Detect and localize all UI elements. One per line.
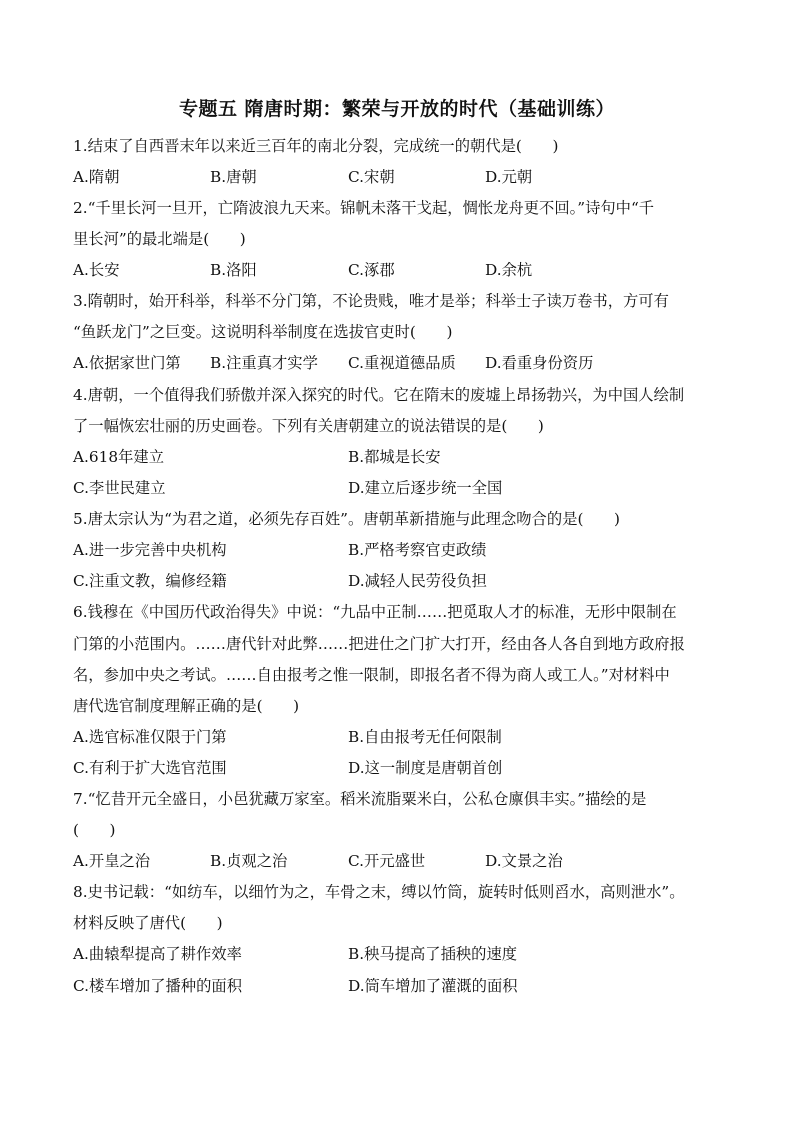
question-3-option-a: A.依据家世门第 (73, 354, 181, 372)
question-4-option-d: D.建立后逐步统一全国 (348, 479, 503, 497)
question-3-option-c: C.重视道德品质 (348, 354, 456, 372)
question-6-option-b: B.自由报考无任何限制 (348, 728, 502, 746)
question-4-text-line-2: 了一幅恢宏壮丽的历史画卷。下列有关唐朝建立的说法错误的是( ) (73, 417, 544, 435)
question-7-text-line-2: ( ) (73, 821, 116, 839)
question-5-option-c: C.注重文教，编修经籍 (73, 572, 227, 590)
question-2-text-line-1: 2.“千里长河一旦开，亡隋波浪九天来。锦帆未落干戈起，惆怅龙舟更不回。”诗句中“千 (73, 199, 655, 217)
question-8-text-line-2: 材料反映了唐代( ) (73, 914, 223, 932)
question-3-option-d: D.看重身份资历 (485, 354, 594, 372)
question-4-option-b: B.都城是长安 (348, 448, 441, 466)
question-7-option-b: B.贞观之治 (210, 852, 288, 870)
question-5-text: 5.唐太宗认为“为君之道，必须先存百姓”。唐朝革新措施与此理念吻合的是( ) (73, 510, 620, 528)
question-8-text-line-1: 8.史书记载：“如纺车，以细竹为之，车骨之末，缚以竹筒，旋转时低则舀水，高则泄水”。 (73, 883, 685, 901)
question-6-text-line-2: 门第的小范围内。……唐代针对此弊……把进仕之门扩大打开，经由各人各自到地方政府报 (73, 635, 685, 653)
question-3-option-b: B.注重真才实学 (210, 354, 318, 372)
question-5-option-a: A.进一步完善中央机构 (73, 541, 227, 559)
question-4-option-a: A.618年建立 (73, 448, 164, 466)
question-5-option-d: D.减轻人民劳役负担 (348, 572, 487, 590)
question-2-option-d: D.余杭 (485, 261, 533, 279)
question-5-option-b: B.严格考察官吏政绩 (348, 541, 487, 559)
question-2-option-b: B.洛阳 (210, 261, 257, 279)
question-8-option-b: B.秧马提高了插秧的速度 (348, 945, 518, 963)
question-6-option-d: D.这一制度是唐朝首创 (348, 759, 503, 777)
question-1-option-c: C.宋朝 (348, 168, 395, 186)
question-7-text-line-1: 7.“忆昔开元全盛日，小邑犹藏万家室。稻米流脂粟米白，公私仓廪俱丰实。”描绘的是 (73, 790, 647, 808)
question-8-option-c: C.楼车增加了播种的面积 (73, 977, 242, 995)
question-1-text: 1.结束了自西晋末年以来近三百年的南北分裂，完成统一的朝代是( ) (73, 137, 559, 155)
question-1-option-a: A.隋朝 (73, 168, 120, 186)
question-4-option-c: C.李世民建立 (73, 479, 166, 497)
question-2-text-line-2: 里长河”的最北端是( ) (73, 230, 246, 248)
question-1-option-d: D.元朝 (485, 168, 533, 186)
question-8-option-d: D.筒车增加了灌溉的面积 (348, 977, 518, 995)
page-title: 专题五 隋唐时期：繁荣与开放的时代（基础训练） (178, 98, 616, 120)
question-7-option-a: A.开皇之治 (73, 852, 151, 870)
question-6-text-line-4: 唐代选官制度理解正确的是( ) (73, 697, 300, 715)
question-6-option-c: C.有利于扩大选官范围 (73, 759, 227, 777)
question-3-text-line-1: 3.隋朝时，始开科举，科举不分门第，不论贵贱，唯才是举；科举士子读万卷书，方可有 (73, 292, 669, 310)
question-2-option-c: C.涿郡 (348, 261, 395, 279)
question-2-option-a: A.长安 (73, 261, 120, 279)
question-7-option-d: D.文景之治 (485, 852, 563, 870)
question-7-option-c: C.开元盛世 (348, 852, 426, 870)
question-1-option-b: B.唐朝 (210, 168, 257, 186)
question-6-text-line-3: 名，参加中央之考试。……自由报考之惟一限制，即报名者不得为商人或工人。”对材料中 (73, 666, 670, 684)
question-4-text-line-1: 4.唐朝，一个值得我们骄傲并深入探究的时代。它在隋末的废墟上昂扬勃兴，为中国人绘制 (73, 386, 685, 404)
question-8-option-a: A.曲辕犁提高了耕作效率 (73, 945, 242, 963)
question-3-text-line-2: “鱼跃龙门”之巨变。这说明科举制度在选拔官吏时( ) (73, 323, 453, 341)
question-6-option-a: A.选官标准仅限于门第 (73, 728, 227, 746)
question-6-text-line-1: 6.钱穆在《中国历代政治得失》中说：“九品中正制……把觅取人才的标准，无形中限制在 (73, 603, 677, 621)
